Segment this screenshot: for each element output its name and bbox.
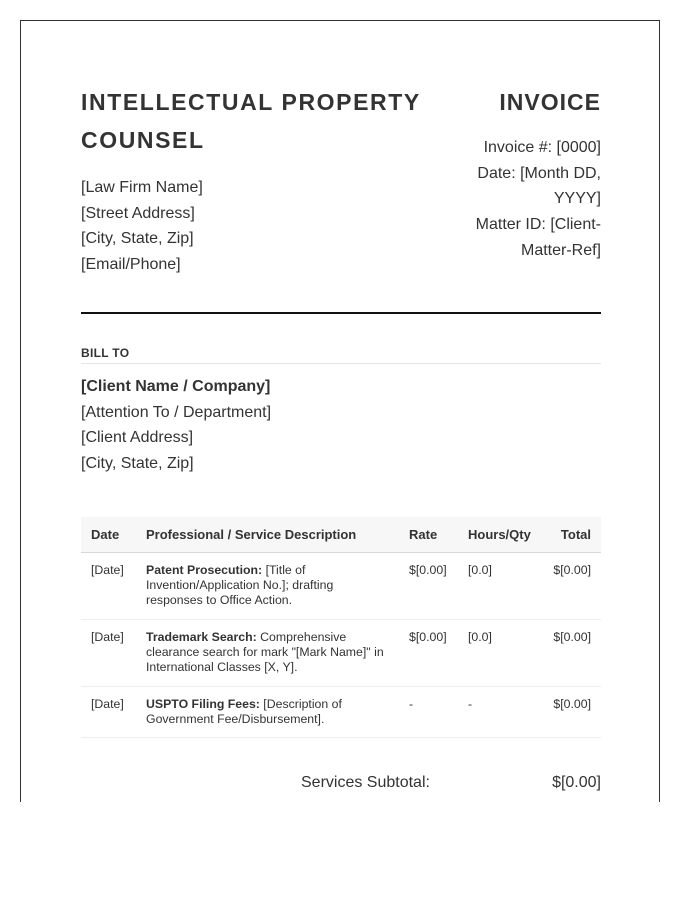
client-line: [Attention To / Department] [81,403,272,421]
header-total: Total [541,517,601,553]
invoice-page [20,20,660,802]
row-description-title: Trademark Search: [146,630,257,644]
header-rate: Rate [399,517,458,553]
row-date: [Date] [81,687,136,738]
row-rate: - [399,687,458,738]
row-hours: [0.0] [458,553,541,620]
row-date: [Date] [81,553,136,620]
row-description-title: Patent Prosecution: [146,563,263,577]
subtotal-value: $[0.00] [552,774,601,791]
bill-to-block [81,374,271,477]
table-row [81,620,601,687]
bill-to-label: BILL TO [81,346,130,360]
firm-address [81,175,203,278]
header-description: Professional / Service Description [136,517,399,553]
firm-title: INTELLECTUAL PROPERTY COUNSEL [81,89,421,153]
row-total: $[0.00] [541,687,601,738]
row-description-text: Comprehensive clearance search for mark "[Mark Name]" in International Classes [X, Y]. [146,630,384,674]
matter-id: Matter ID: [Client-Matter-Ref] [475,216,601,259]
row-description [136,553,399,620]
bill-to-divider [81,363,601,364]
row-hours: [0.0] [458,620,541,687]
firm-address-line: [Email/Phone] [81,256,181,274]
row-rate: $[0.00] [399,553,458,620]
client-name: [Client Name / Company] [81,378,271,395]
table-row [81,553,601,620]
firm-address-line: [Street Address] [81,204,195,222]
row-total: $[0.00] [541,620,601,687]
line-items-table [81,517,601,738]
subtotal-label: Services Subtotal: [301,774,430,791]
row-description-title: USPTO Filing Fees: [146,697,260,711]
row-date: [Date] [81,620,136,687]
client-line: [Client Address] [81,429,194,447]
invoice-header [81,21,601,313]
row-hours: - [458,687,541,738]
row-description-text: [Description of Government Fee/Disbursement]. [146,697,342,726]
row-total: $[0.00] [541,553,601,620]
invoice-number: Invoice #: [0000] [483,139,601,156]
firm-address-line: [City, State, Zip] [81,230,194,248]
table-header-row [81,517,601,553]
header-divider [81,312,601,314]
invoice-title: INVOICE [499,89,601,115]
table-row [81,687,601,738]
invoice-meta [461,135,601,264]
invoice-date: Date: [Month DD, YYYY] [477,164,601,208]
invoice-content [81,21,601,791]
row-rate: $[0.00] [399,620,458,687]
row-description [136,620,399,687]
client-line: [City, State, Zip] [81,455,194,473]
header-hours: Hours/Qty [458,517,541,553]
header-date: Date [81,517,136,553]
row-description-text: [Title of Invention/Application No.]; drafting responses to Office Action. [146,563,334,607]
row-description [136,687,399,738]
firm-address-line: [Law Firm Name] [81,179,203,196]
